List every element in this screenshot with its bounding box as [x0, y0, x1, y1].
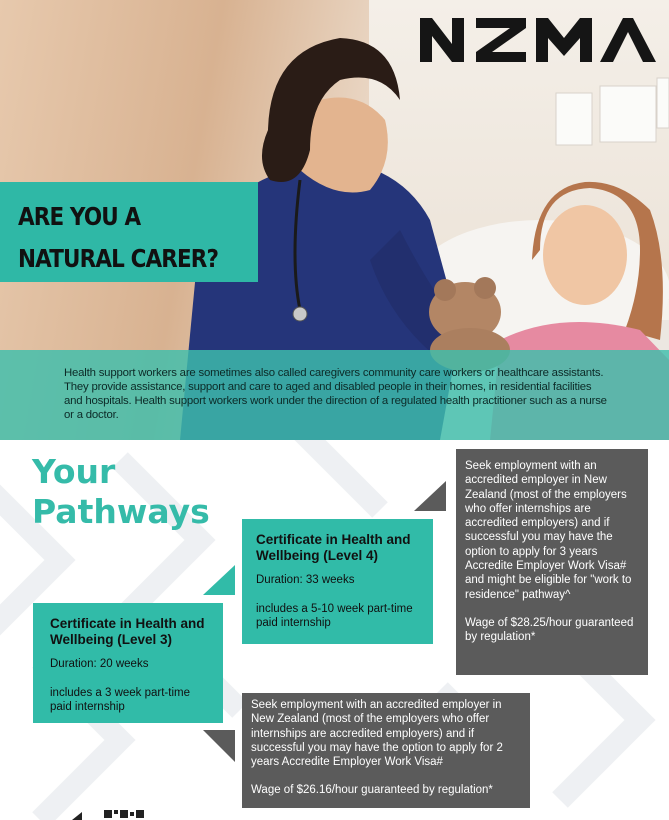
arrow-triangle-mid	[203, 565, 235, 595]
headline-box	[0, 182, 258, 282]
level3-outcome-text: Seek employment with an accredited employer in New Zealand (most of the employers who offer internships are accredited employers) and if successful you may have the option to apply for 2 years Accredite Employer Work Visa#	[251, 699, 503, 769]
footer-qr-icon	[70, 806, 160, 820]
intro-paragraph: Health support workers are sometimes also called caregivers community care workers or healthcare assistants. They provide assistance, support and care to aged and disabled people in their homes, in residential facilities and hospitals. Health support workers work under the direction of a regulated health practitioner such as a nurse or a doctor.	[64, 367, 607, 421]
level3-wage: Wage of $26.16/hour guaranteed by regulation*	[251, 784, 493, 797]
level3-internship-note: includes a 3 week part-time paid internship	[50, 687, 190, 713]
level3-duration: Duration: 20 weeks	[50, 658, 149, 670]
level4-outcome-card	[456, 449, 648, 675]
pathways-title-line-1: Your	[32, 452, 116, 491]
level3-card	[33, 603, 223, 723]
level3-title: Certificate in Health and Wellbeing (Level 3)	[50, 616, 205, 647]
arrow-triangle-bottom	[203, 730, 235, 762]
pathways-title	[32, 452, 210, 532]
pathways-title-line-2: Pathways	[32, 492, 210, 531]
level4-internship-note: includes a 5-10 week part-time paid internship	[256, 603, 413, 629]
headline-line-1: ARE YOU A	[18, 202, 141, 231]
level4-card	[242, 519, 433, 644]
level4-title: Certificate in Health and Wellbeing (Level 4)	[256, 532, 411, 563]
level4-outcome-text: Seek employment with an accredited employer in New Zealand (most of the employers who offer internships are accredited employers) and if successful you may have the option to apply for 3 years Accredite Employer Work Visa# and might be eligible for "work to residence" pathway^	[465, 460, 632, 601]
headline-line-2: NATURAL CARER?	[18, 244, 219, 273]
nzma-logo	[418, 16, 658, 64]
level4-wage: Wage of $28.25/hour guaranteed by regulation*	[465, 616, 634, 644]
level4-duration: Duration: 33 weeks	[256, 574, 355, 586]
arrow-triangle-top	[414, 481, 446, 511]
level3-outcome-card	[242, 693, 530, 808]
